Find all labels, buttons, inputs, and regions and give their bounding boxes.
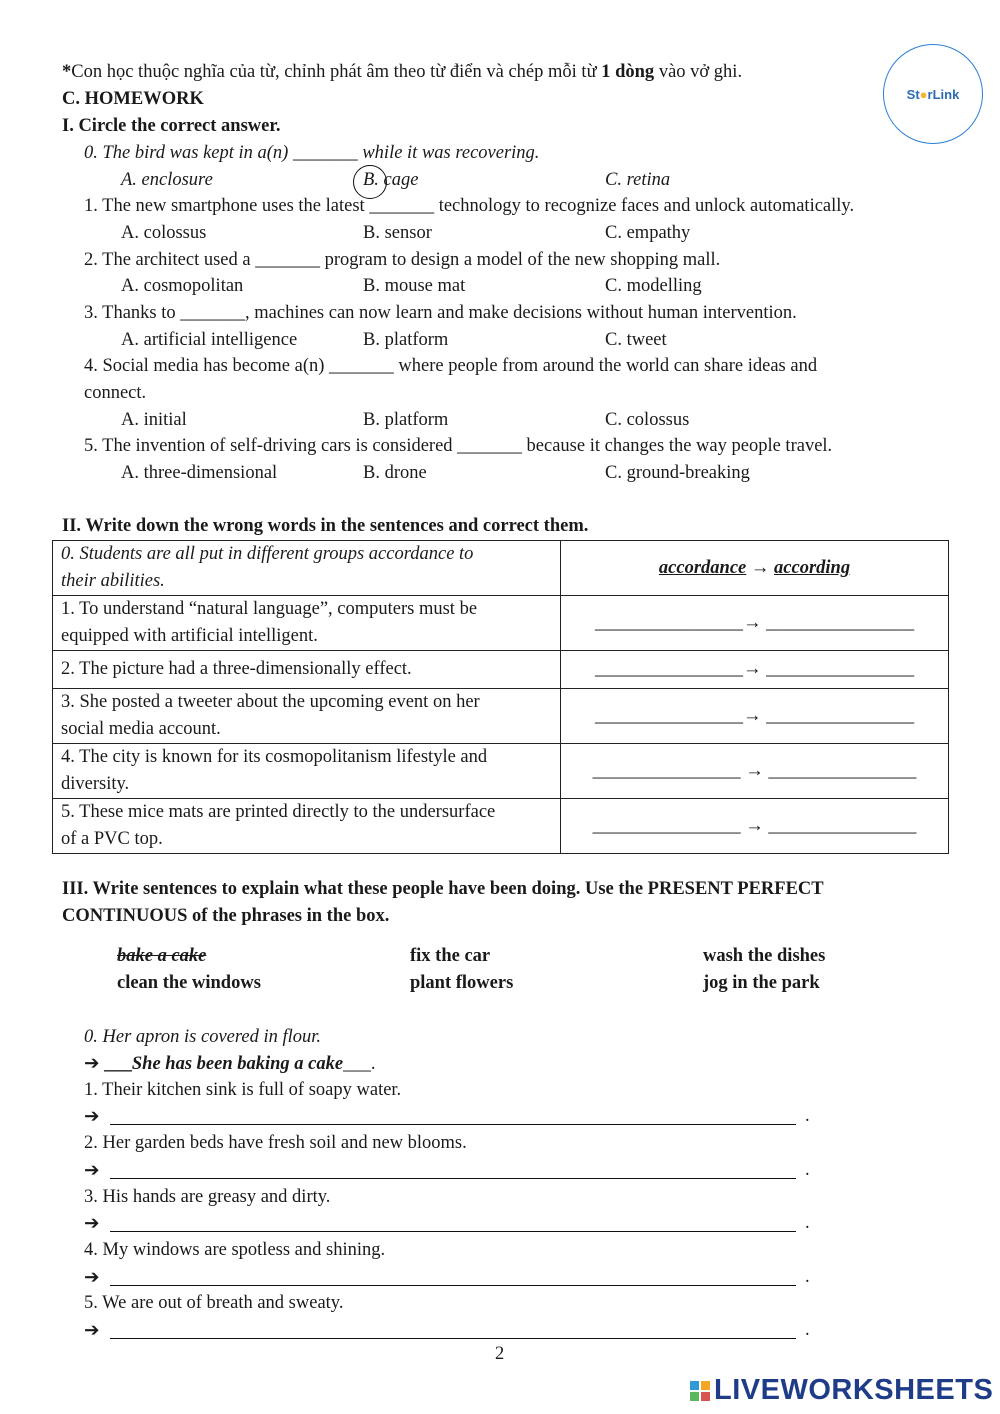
q5-option-c[interactable]: C. ground-breaking <box>605 463 750 483</box>
correct-word: according <box>774 557 851 578</box>
answer-field-4[interactable]: ________________ → ________________ <box>561 744 949 799</box>
page-number: 2 <box>495 1344 505 1364</box>
liveworksheets-logo <box>690 1374 993 1407</box>
example-answer <box>561 541 949 596</box>
phrase-jog-in-the-park: jog in the park <box>703 973 820 993</box>
period: . <box>805 1320 810 1340</box>
answer-line-4[interactable] <box>110 1285 796 1286</box>
liveworksheets-blocks-icon <box>690 1381 710 1401</box>
question-4: 4. Social media has become a(n) _______ where people from around the world can share ideas and <box>84 356 818 376</box>
arrow-icon: ➔ <box>84 1161 100 1181</box>
intro-line <box>62 62 742 83</box>
logo-star-icon: ● <box>919 86 928 102</box>
prompt-1: 1. Their kitchen sink is full of soapy water. <box>84 1080 402 1100</box>
answer-circle <box>353 165 387 199</box>
q1-option-c[interactable]: C. empathy <box>605 223 691 243</box>
question-1: 1. The new smartphone uses the latest _______ technology to recognize faces and unlock automatically. <box>84 196 855 216</box>
phrase-fix-the-car: fix the car <box>410 946 491 966</box>
arrow-icon: ➔ <box>84 1107 100 1127</box>
period: . <box>805 1213 810 1233</box>
q2-option-b[interactable]: B. mouse mat <box>363 276 466 296</box>
logo-text-2: rLink <box>927 86 960 102</box>
answer-line-5[interactable] <box>110 1338 796 1339</box>
q2-option-a[interactable]: A. cosmopolitan <box>121 276 244 296</box>
correction-table <box>52 540 949 854</box>
table-row <box>53 651 949 689</box>
answer-line-2[interactable] <box>110 1178 796 1179</box>
phrase-plant-flowers: plant flowers <box>410 973 514 993</box>
q3-option-a[interactable]: A. artificial intelligence <box>121 330 298 350</box>
asterisk: * <box>62 62 72 82</box>
answer-field-3[interactable]: ________________→ ________________ <box>561 689 949 744</box>
sentence-3: 3. She posted a tweeter about the upcoming event on her social media account. <box>53 689 561 744</box>
answer-line-1[interactable] <box>110 1124 796 1125</box>
question-3: 3. Thanks to _______, machines can now learn and make decisions without human intervention. <box>84 303 797 323</box>
prompt-2: 2. Her garden beds have fresh soil and new blooms. <box>84 1133 467 1153</box>
example-option-c: C. retina <box>605 170 671 190</box>
table-row <box>53 596 949 651</box>
answer-field-2[interactable]: ________________→ ________________ <box>561 651 949 689</box>
arrow-icon: ➔ <box>84 1054 100 1074</box>
question-5: 5. The invention of self-driving cars is considered _______ because it changes the way people travel. <box>84 436 833 456</box>
sentence-4: 4. The city is known for its cosmopolitanism lifestyle and diversity. <box>53 744 561 799</box>
example-option-a: A. enclosure <box>121 170 213 190</box>
q4-option-b[interactable]: B. platform <box>363 410 449 430</box>
starlink-logo <box>883 44 983 144</box>
phrase-clean-the-windows: clean the windows <box>117 973 261 993</box>
prompt-5: 5. We are out of breath and sweaty. <box>84 1293 344 1313</box>
q5-option-b[interactable]: B. drone <box>363 463 427 483</box>
example-question: 0. The bird was kept in a(n) _______ while it was recovering. <box>84 143 540 163</box>
section-title: C. HOMEWORK <box>62 89 204 109</box>
q4-option-c[interactable]: C. colossus <box>605 410 690 430</box>
part1-title: I. Circle the correct answer. <box>62 116 281 136</box>
example-answer-text: She has been baking a cake <box>131 1054 344 1074</box>
q2-option-c[interactable]: C. modelling <box>605 276 702 296</box>
table-row <box>53 799 949 854</box>
arrow-icon: → <box>750 557 770 578</box>
arrow-icon: ➔ <box>84 1268 100 1288</box>
prompt-3: 3. His hands are greasy and dirty. <box>84 1187 331 1207</box>
table-row <box>53 744 949 799</box>
phrase-bake-a-cake: bake a cake <box>117 946 207 966</box>
question-2: 2. The architect used a _______ program to design a model of the new shopping mall. <box>84 250 721 270</box>
part2-title: II. Write down the wrong words in the sentences and correct them. <box>62 516 589 536</box>
period: . <box>805 1267 810 1287</box>
brand-text: LIVEWORKSHEETS <box>714 1374 994 1406</box>
sentence-5: 5. These mice mats are printed directly to the undersurface of a PVC top. <box>53 799 561 854</box>
prompt-4: 4. My windows are spotless and shining. <box>84 1240 386 1260</box>
part3-title-1: III. Write sentences to explain what these people have been doing. Use the PRESENT PERFECT <box>62 879 824 899</box>
q3-option-b[interactable]: B. platform <box>363 330 449 350</box>
q1-option-b[interactable]: B. sensor <box>363 223 432 243</box>
answer-field-5[interactable]: ________________ → ________________ <box>561 799 949 854</box>
example-sentence: 0. Students are all put in different groups accordance to their abilities. <box>53 541 561 596</box>
intro-bold: 1 dòng <box>601 62 655 82</box>
table-row <box>53 541 949 596</box>
answer-field-1[interactable]: ________________→ ________________ <box>561 596 949 651</box>
question-4-cont: connect. <box>84 383 147 403</box>
example-prompt: 0. Her apron is covered in flour. <box>84 1027 322 1047</box>
q4-option-a[interactable]: A. initial <box>121 410 187 430</box>
table-row <box>53 689 949 744</box>
intro-text-end: vào vở ghi. <box>654 62 743 82</box>
intro-text: Con học thuộc nghĩa của từ, chỉnh phát âm theo từ điển và chép mỗi từ <box>71 62 602 82</box>
logo-text-1: St <box>906 86 920 102</box>
arrow-icon: ➔ <box>84 1214 100 1234</box>
arrow-icon: ➔ <box>84 1321 100 1341</box>
phrase-wash-the-dishes: wash the dishes <box>703 946 826 966</box>
period: . <box>805 1106 810 1126</box>
q3-option-c[interactable]: C. tweet <box>605 330 667 350</box>
period: . <box>805 1160 810 1180</box>
sentence-2: 2. The picture had a three-dimensionally effect. <box>53 651 561 689</box>
q1-option-a[interactable]: A. colossus <box>121 223 207 243</box>
part3-title-2: CONTINUOUS of the phrases in the box. <box>62 906 390 926</box>
wrong-word: accordance <box>658 557 747 578</box>
example-answer-line: ➔ ___She has been baking a cake___. <box>84 1054 376 1074</box>
sentence-1: 1. To understand “natural language”, computers must be equipped with artificial intelligent. <box>53 596 561 651</box>
q5-option-a[interactable]: A. three-dimensional <box>121 463 278 483</box>
example-option-b: B. cage <box>363 170 419 190</box>
answer-line-3[interactable] <box>110 1231 796 1232</box>
